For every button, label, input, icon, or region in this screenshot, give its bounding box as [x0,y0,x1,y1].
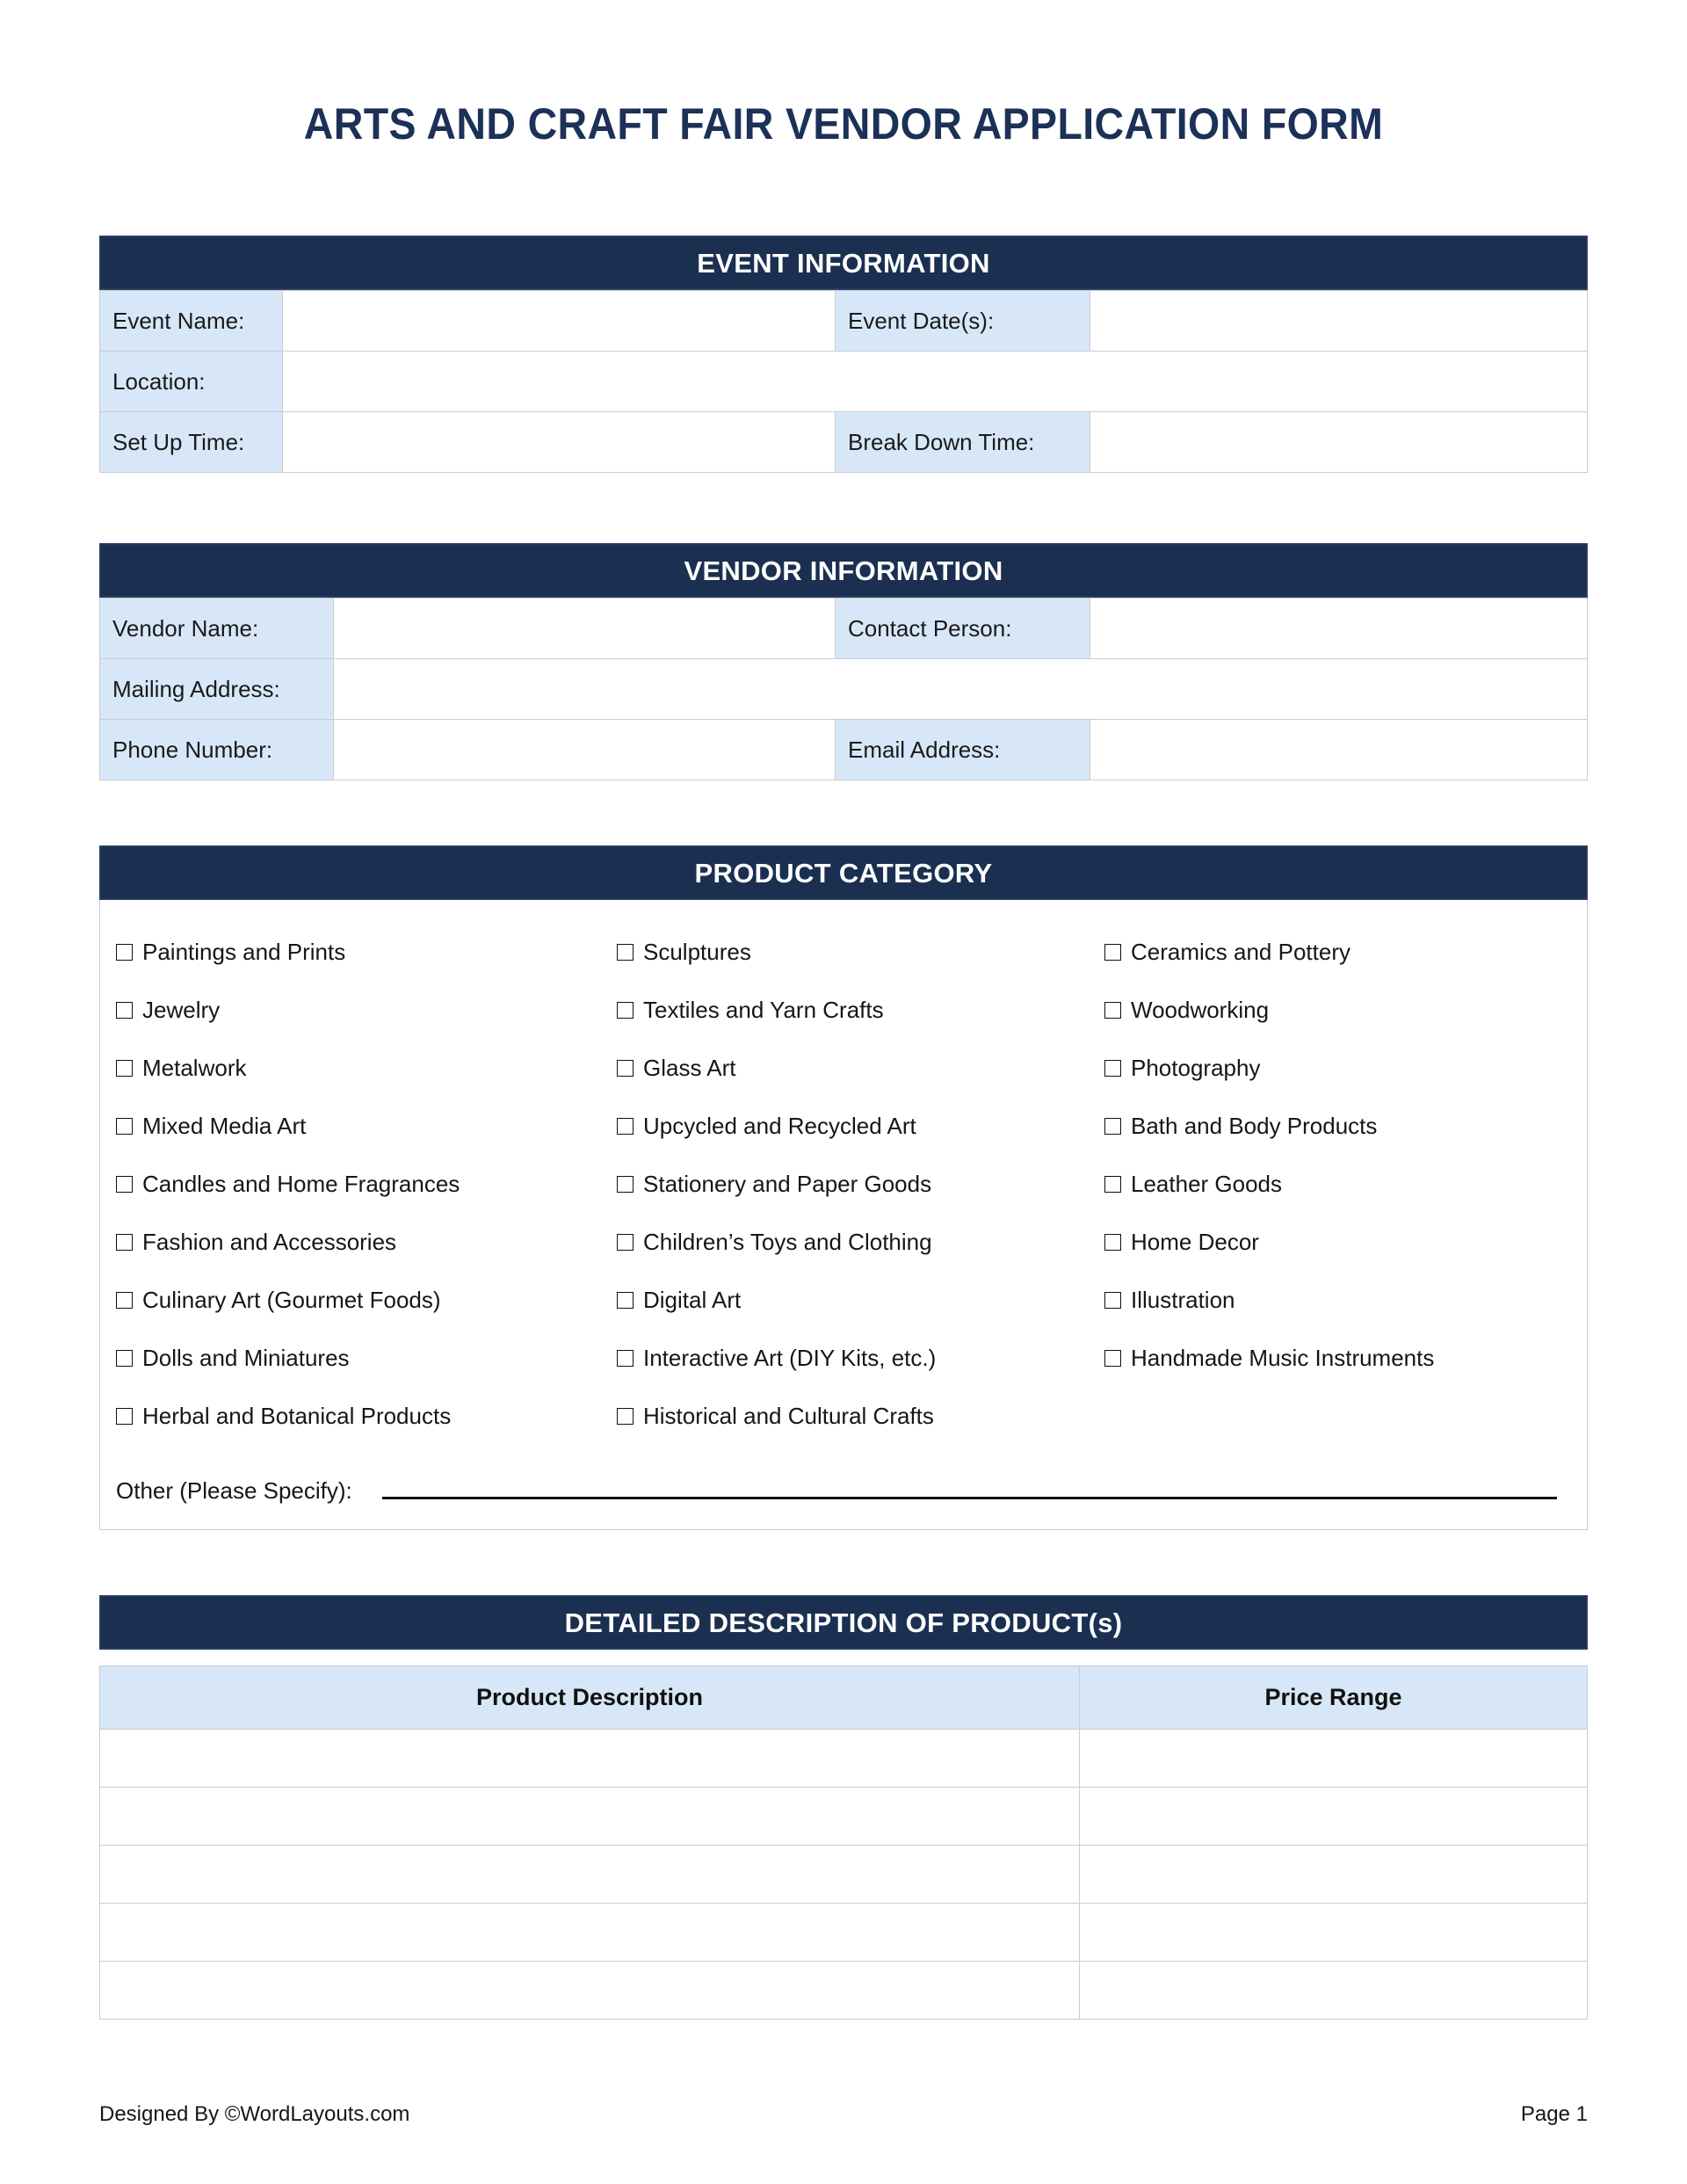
empty-checkbox-icon[interactable] [617,1350,634,1367]
table-row [100,599,1588,659]
price-range-cell[interactable] [1080,1904,1588,1962]
category-label: Digital Art [643,1287,742,1313]
category-checkbox-item[interactable] [1104,981,1604,1039]
location-label: Location: [100,352,283,412]
table-row [100,352,1588,412]
category-label: Culinary Art (Gourmet Foods) [142,1287,441,1313]
category-label: Jewelry [142,997,221,1023]
empty-checkbox-icon[interactable] [617,1118,634,1135]
category-label: Handmade Music Instruments [1131,1345,1435,1371]
category-label: Sculptures [643,939,751,965]
breakdown-time-label: Break Down Time: [836,412,1090,473]
table-row [100,1788,1588,1846]
category-label: Metalwork [142,1055,247,1081]
table-row [100,659,1588,720]
category-label: Photography [1131,1055,1261,1081]
empty-checkbox-icon[interactable] [617,944,634,961]
category-label: Fashion and Accessories [142,1229,397,1255]
category-label: Stationery and Paper Goods [643,1171,932,1197]
empty-checkbox-icon[interactable] [1104,1118,1121,1135]
empty-checkbox-icon[interactable] [116,1234,133,1251]
category-checkbox-item[interactable] [1104,1155,1604,1213]
category-label: Home Decor [1131,1229,1259,1255]
category-checkbox-item[interactable] [617,923,1104,981]
table-row [100,1846,1588,1904]
product-description-cell[interactable] [100,1788,1080,1846]
category-checkbox-item[interactable] [617,1155,1104,1213]
event-name-label: Event Name: [100,291,283,352]
empty-checkbox-icon[interactable] [116,1060,133,1077]
category-label: Glass Art [643,1055,736,1081]
phone-number-label: Phone Number: [100,720,334,780]
mailing-address-input[interactable] [334,659,1588,720]
category-label: Ceramics and Pottery [1131,939,1350,965]
page-footer [99,2102,1588,2127]
category-label: Mixed Media Art [142,1113,307,1139]
empty-checkbox-icon[interactable] [617,1002,634,1019]
category-label: Textiles and Yarn Crafts [643,997,884,1023]
price-range-cell[interactable] [1080,1962,1588,2020]
table-row [100,1904,1588,1962]
category-checkbox-item[interactable] [116,923,617,981]
category-checkbox-item[interactable] [116,1329,617,1387]
price-range-cell[interactable] [1080,1788,1588,1846]
category-checkbox-item[interactable] [617,1039,1104,1097]
product-category-body [99,900,1588,1530]
product-description-cell[interactable] [100,1904,1080,1962]
product-description-cell[interactable] [100,1730,1080,1788]
price-range-cell[interactable] [1080,1846,1588,1904]
empty-checkbox-icon[interactable] [1104,1292,1121,1309]
category-label: Historical and Cultural Crafts [643,1403,934,1429]
category-label: Bath and Body Products [1131,1113,1378,1139]
empty-checkbox-icon[interactable] [617,1060,634,1077]
category-checkbox-item[interactable] [116,1213,617,1271]
empty-checkbox-icon[interactable] [116,1292,133,1309]
email-address-input[interactable] [1090,720,1588,780]
price-range-cell[interactable] [1080,1730,1588,1788]
category-checkbox-item[interactable] [116,1155,617,1213]
product-category-section [99,845,1588,1530]
product-description-cell[interactable] [100,1962,1080,2020]
empty-checkbox-icon[interactable] [116,1002,133,1019]
empty-checkbox-icon[interactable] [1104,1234,1121,1251]
location-input[interactable] [283,352,1588,412]
category-label: Upcycled and Recycled Art [643,1113,916,1139]
category-checkbox-item[interactable] [116,1097,617,1155]
table-row [100,1962,1588,2020]
empty-checkbox-icon[interactable] [116,1408,133,1425]
vendor-information-table [99,598,1588,780]
vendor-name-label: Vendor Name: [100,599,334,659]
vendor-name-input[interactable] [334,599,836,659]
setup-time-input[interactable] [283,412,836,473]
category-checkbox-item[interactable] [116,1387,617,1445]
other-specify-input[interactable] [382,1497,1557,1499]
email-address-label: Email Address: [836,720,1090,780]
empty-checkbox-icon[interactable] [1104,1002,1121,1019]
other-specify-row [100,1457,1587,1505]
mailing-address-label: Mailing Address: [100,659,334,720]
empty-checkbox-icon[interactable] [116,1176,133,1193]
setup-time-label: Set Up Time: [100,412,283,473]
event-information-section [99,236,1588,473]
category-label: Leather Goods [1131,1171,1283,1197]
page-number: Page 1 [1520,2102,1588,2126]
category-checkbox-item[interactable] [617,1213,1104,1271]
other-specify-label: Other (Please Specify): [116,1477,352,1504]
table-row [100,720,1588,780]
category-label: Interactive Art (DIY Kits, etc.) [643,1345,937,1371]
category-label: Herbal and Botanical Products [142,1403,452,1429]
event-dates-label: Event Date(s): [836,291,1090,352]
empty-checkbox-icon[interactable] [617,1176,634,1193]
category-label: Children’s Toys and Clothing [643,1229,932,1255]
product-description-rows [100,1730,1588,2020]
category-label: Illustration [1131,1287,1235,1313]
product-category-heading: PRODUCT CATEGORY [99,845,1588,900]
category-label: Dolls and Miniatures [142,1345,350,1371]
category-label: Woodworking [1131,997,1270,1023]
empty-checkbox-icon[interactable] [1104,1176,1121,1193]
table-header-row [100,1666,1588,1730]
detailed-description-heading: DETAILED DESCRIPTION OF PRODUCT(s) [99,1595,1588,1650]
empty-checkbox-icon[interactable] [116,944,133,961]
column-header-price-range: Price Range [1080,1666,1588,1730]
category-checkbox-item[interactable] [1104,1329,1604,1387]
category-checkbox-item[interactable] [617,981,1104,1039]
product-category-grid [100,923,1587,1445]
category-checkbox-item[interactable] [1104,1097,1604,1155]
table-row [100,1730,1588,1788]
category-checkbox-item[interactable] [617,1329,1104,1387]
empty-checkbox-icon[interactable] [116,1118,133,1135]
event-name-input[interactable] [283,291,836,352]
empty-checkbox-icon[interactable] [116,1350,133,1367]
empty-checkbox-icon[interactable] [617,1234,634,1251]
phone-number-input[interactable] [334,720,836,780]
empty-checkbox-icon[interactable] [1104,1060,1121,1077]
designed-by-text: Designed By ©WordLayouts.com [99,2102,410,2126]
category-checkbox-item[interactable] [617,1387,1104,1445]
category-checkbox-item[interactable] [1104,1213,1604,1271]
product-description-cell[interactable] [100,1846,1080,1904]
vendor-information-section [99,543,1588,780]
category-label: Paintings and Prints [142,939,346,965]
category-checkbox-item[interactable] [617,1271,1104,1329]
vendor-information-heading: VENDOR INFORMATION [99,543,1588,598]
empty-checkbox-icon[interactable] [617,1292,634,1309]
page-title: ARTS AND CRAFT FAIR VENDOR APPLICATION FORM [303,99,1384,149]
event-information-heading: EVENT INFORMATION [99,236,1588,290]
category-checkbox-item[interactable] [1104,923,1604,981]
category-checkbox-item[interactable] [1104,1271,1604,1329]
event-dates-input[interactable] [1090,291,1588,352]
category-checkbox-item[interactable] [116,1271,617,1329]
empty-checkbox-icon[interactable] [1104,1350,1121,1367]
category-checkbox-item[interactable] [617,1097,1104,1155]
category-cell-empty [1104,1387,1604,1445]
event-information-table [99,290,1588,473]
category-checkbox-item[interactable] [116,981,617,1039]
contact-person-label: Contact Person: [836,599,1090,659]
table-row [100,291,1588,352]
empty-checkbox-icon[interactable] [617,1408,634,1425]
product-description-table [99,1665,1588,2020]
category-label: Candles and Home Fragrances [142,1171,460,1197]
detailed-description-section [99,1595,1588,2020]
contact-person-input[interactable] [1090,599,1588,659]
category-checkbox-item[interactable] [1104,1039,1604,1097]
breakdown-time-input[interactable] [1090,412,1588,473]
category-checkbox-item[interactable] [116,1039,617,1097]
table-row [100,412,1588,473]
column-header-product-description: Product Description [100,1666,1080,1730]
empty-checkbox-icon[interactable] [1104,944,1121,961]
